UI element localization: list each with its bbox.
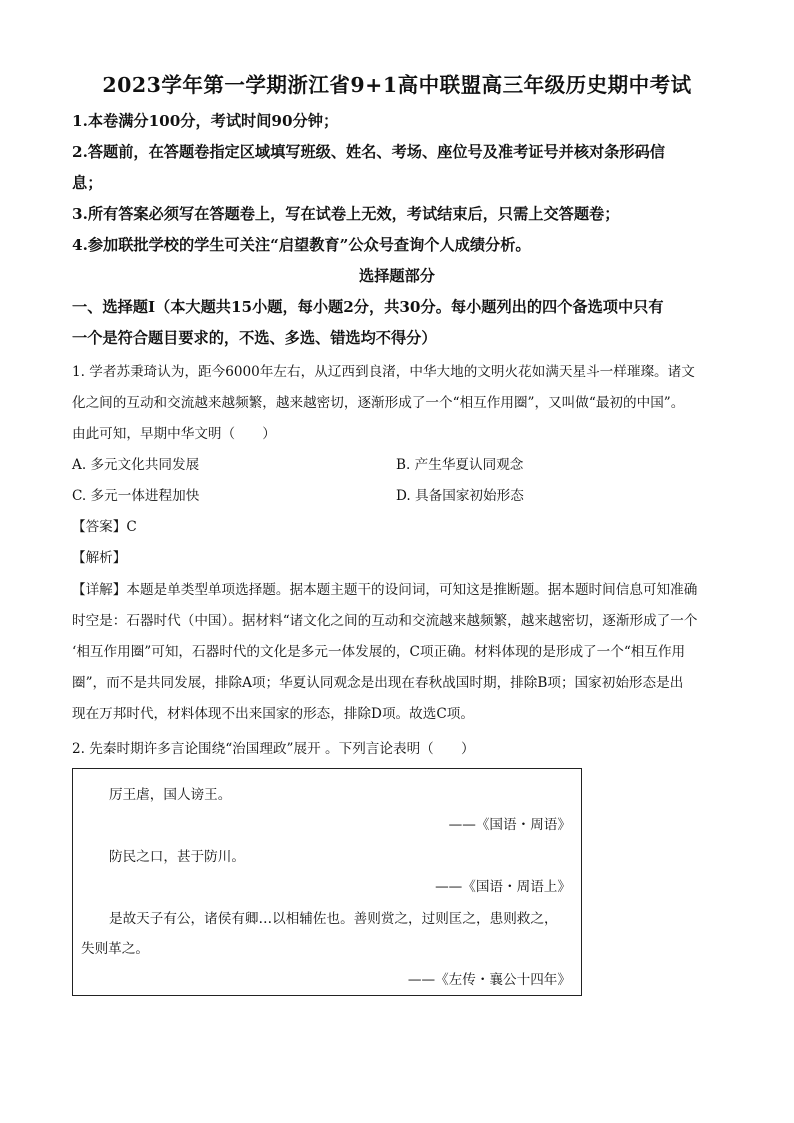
quote-1-text: 厉王虐，国人谤王。: [109, 787, 232, 803]
q2-stem: 2. 先秦时期许多言论围绕“治国理政”展开 。下列言论表明（ ）: [72, 741, 475, 757]
quote-3-text: 是故天子有公，诸侯有卿…以相辅佐也。善则赏之，过则匡之，患则救之，: [109, 911, 558, 927]
note-1: 1.本卷满分100分，考试时间90分钟；: [72, 112, 339, 130]
q1-detail-line-4: 圈”，而不是共同发展，排除A项；华夏认同观念是出现在春秋战国时期，排除B项；国家初始形态是出: [72, 675, 684, 691]
section-title: 选择题部分: [359, 267, 435, 285]
note-2: 2.答题前，在答题卷指定区域填写班级、姓名、考场、座位号及准考证号并核对条形码信: [72, 143, 665, 161]
q1-option-c: C. 多元一体进程加快: [72, 488, 200, 504]
q1-stem-line-2: 化之间的互动和交流越来越频繁，越来越密切，逐渐形成了一个“相互作用圈”，又叫做“最初的中国”。: [72, 395, 685, 411]
note-3: 3.所有答案必须写在答题卷上，写在试卷上无效，考试结束后，只需上交答题卷；: [72, 205, 620, 223]
quote-2-text: 防民之口，甚于防川。: [109, 849, 245, 865]
quote-2-source: ——《国语・周语上》: [435, 879, 571, 895]
q1-option-d: D. 具备国家初始形态: [396, 488, 524, 504]
section-intro-line-2: 一个是符合题目要求的，不选、多选、错选均不得分）: [72, 329, 437, 347]
q1-option-a: A. 多元文化共同发展: [72, 457, 200, 473]
q2-material-box: [72, 768, 582, 996]
q1-answer: 【答案】C: [72, 519, 137, 535]
q1-stem-line-3: 由此可知，早期中华文明（ ）: [72, 426, 276, 442]
q1-detail-line-3: ‘相互作用圈”可知，石器时代的文化是多元一体发展的，C项正确。材料体现的是形成了一个“相互作用: [72, 644, 686, 660]
quote-3-source: ——《左传・襄公十四年》: [407, 972, 571, 988]
note-4: 4.参加联批学校的学生可关注“启望教育”公众号查询个人成绩分析。: [72, 236, 531, 254]
exam-title: 2023学年第一学期浙江省9+1高中联盟高三年级历史期中考试: [102, 73, 692, 97]
q1-detail-line-2: 时空是：石器时代（中国）。据材料“诸文化之间的互动和交流越来越频繁，越来越密切，逐渐形成了一个: [72, 613, 698, 629]
q1-analysis-label: 【解析】: [72, 550, 127, 566]
q1-detail-line-5: 现在万邦时代，材料体现不出来国家的形态，排除D项。故选C项。: [72, 706, 474, 722]
section-intro-line-1: 一、选择题Ⅰ（本大题共15小题，每小题2分，共30分。每小题列出的四个备选项中只有: [72, 298, 664, 316]
q1-option-b: B. 产生华夏认同观念: [396, 457, 524, 473]
q1-detail-line-1: 【详解】本题是单类型单项选择题。据本题主题干的设问词，可知这是推断题。据本题时间信息可知准确: [72, 582, 698, 598]
q1-stem-line-1: 1. 学者苏秉琦认为，距今6000年左右，从辽西到良渚，中华大地的文明火花如满天星斗一样璀璨。诸文: [72, 364, 695, 380]
note-2-cont: 息；: [72, 174, 103, 192]
quote-3-text-cont: 失则革之。: [81, 941, 149, 957]
quote-1-source: ——《国语・周语》: [448, 817, 571, 833]
